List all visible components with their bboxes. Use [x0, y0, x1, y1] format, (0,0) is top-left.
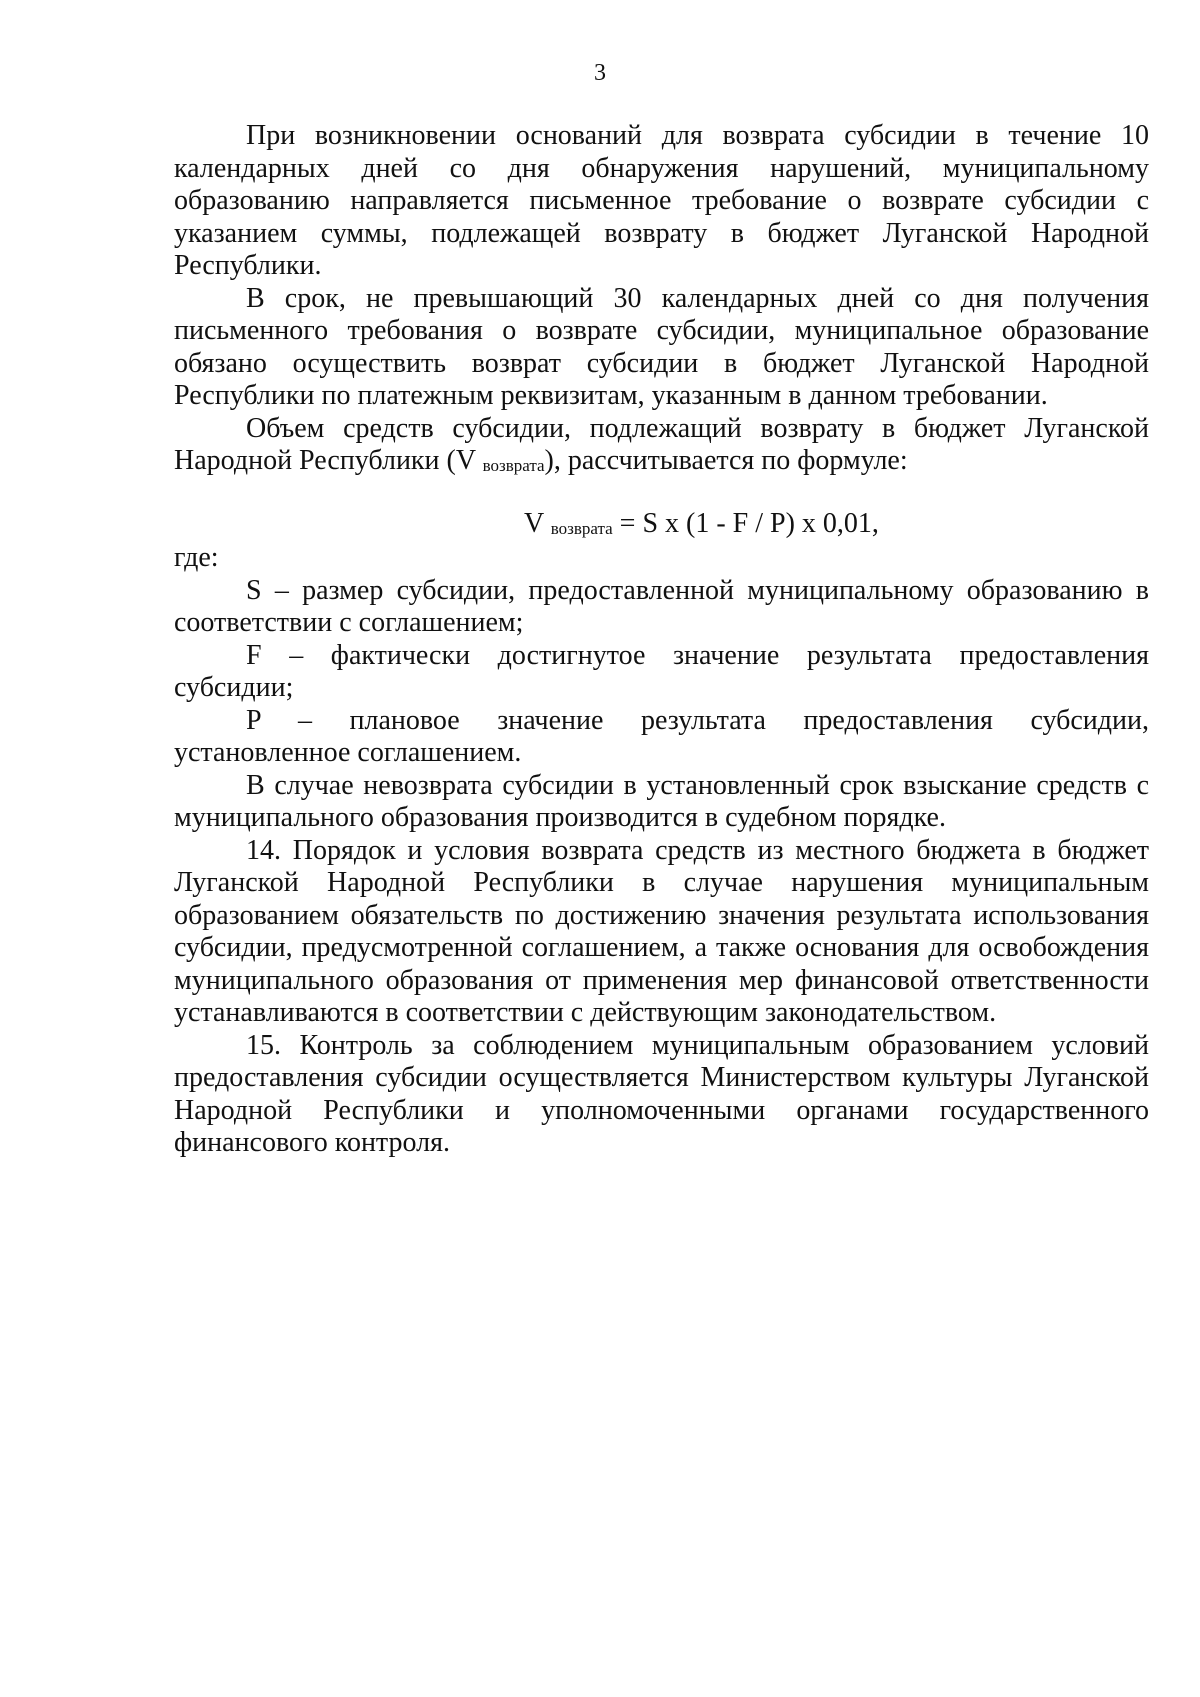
return-volume-text-end: ), рассчитывается по формуле: — [544, 445, 908, 476]
formula-subscript: возврата — [550, 518, 613, 538]
paragraph-non-return: В случае невозврата субсидии в установленный срок взыскание средств с муниципального образования производится в судебном порядке. — [174, 769, 1149, 833]
paragraph-return-deadline: В срок, не превышающий 30 календарных дней со дня получения письменного требования о возврате субсидии, муниципальное образование обязано осуществить возврат субсидии в бюджет Луганской Народной Республики по платежным реквизитам, указанным в данном требовании. — [174, 282, 1149, 411]
paragraph-15: 15. Контроль за соблюдением муниципальным образованием условий предоставления субсидии осуществляется Министерством культуры Луганской Народной Республики и уполномоченными органами государственного финансового контроля. — [174, 1029, 1149, 1158]
paragraph-return-volume — [174, 413, 1149, 478]
return-volume-subscript: возврата — [482, 456, 545, 475]
definition-p: P – плановое значение результата предоставления субсидии, установленное соглашением. — [174, 704, 1149, 768]
where-label: где: — [174, 542, 219, 573]
formula-expression: = S x (1 - F / P) x 0,01, — [612, 507, 879, 539]
return-volume-text-start: Объем средств субсидии, подлежащий возврату в бюджет Луганской Народной Республики (V — [174, 412, 1149, 476]
page-number: 3 — [594, 60, 606, 86]
definition-s: S – размер субсидии, предоставленной муниципальному образованию в соответствии с соглашением; — [174, 574, 1149, 638]
formula — [174, 478, 1149, 543]
document-body — [174, 120, 1149, 1160]
definition-f: F – фактически достигнутое значение результата предоставления субсидии; — [174, 639, 1149, 703]
paragraph-return-grounds: При возникновении оснований для возврата субсидии в течение 10 календарных дней со дня обнаружения нарушений, муниципальному образованию направляется письменное требование о возврате субсидии с указанием суммы, подлежащей возврату в бюджет Луганской Народной Республики. — [174, 120, 1149, 281]
paragraph-14: 14. Порядок и условия возврата средств из местного бюджета в бюджет Луганской Народной Республики в случае нарушения муниципальным образованием обязательств по достижению значения результата использования субсидии, предусмотренной соглашением, а также основания для освобождения муниципального образования от применения мер финансовой ответственности устанавливаются в соответствии с действующим законодательством. — [174, 834, 1149, 1028]
formula-variable: V — [524, 507, 544, 539]
